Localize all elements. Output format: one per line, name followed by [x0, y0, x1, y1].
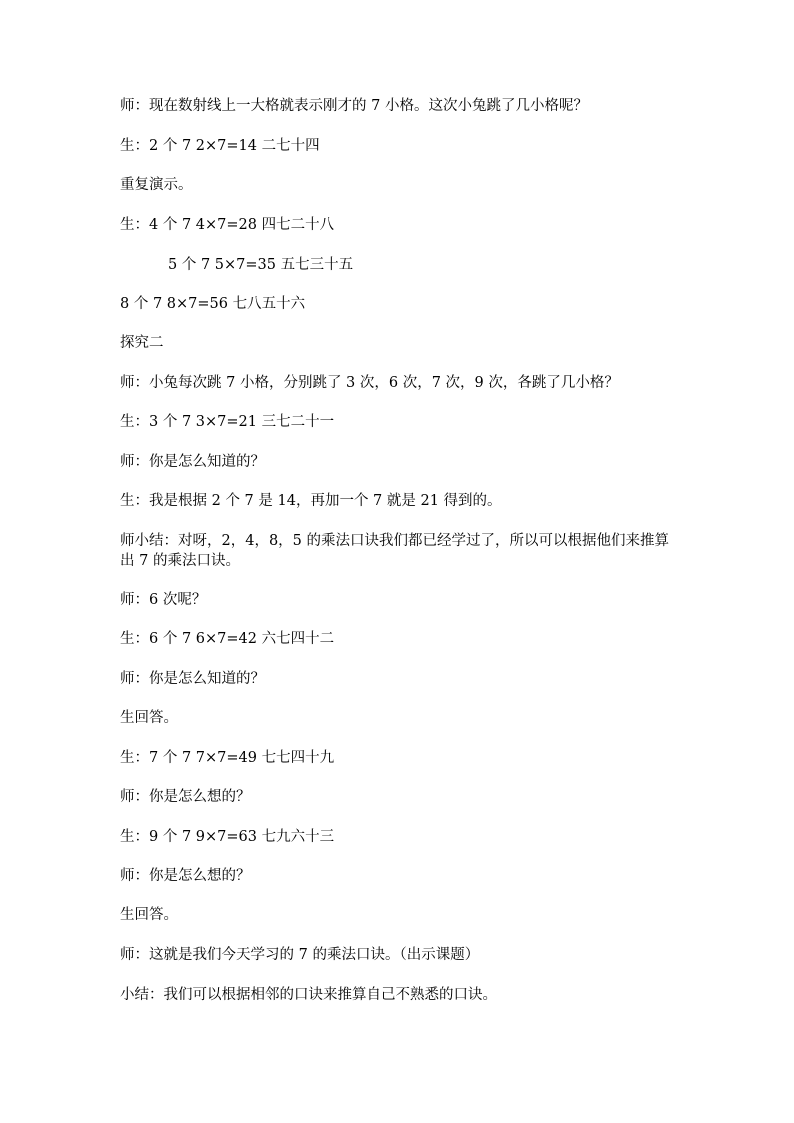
text-line-20: 师：你是怎么想的？ [120, 868, 251, 884]
text-line-6: 8 个 7 8×7=56 七八五十六 [120, 296, 306, 312]
text-line-2: 生：2 个 7 2×7=14 二七十四 [120, 138, 320, 154]
text-line-16: 生回答。 [120, 710, 178, 726]
text-line-15: 师：你是怎么知道的？ [120, 671, 265, 687]
section-heading: 探究二 [120, 335, 164, 351]
text-line-9: 生：3 个 7 3×7=21 三七二十一 [120, 414, 335, 430]
text-line-23: 小结：我们可以根据相邻的口诀来推算自己不熟悉的口诀。 [120, 987, 497, 1003]
text-line-1: 师：现在数射线上一大格就表示刚才的 7 小格。这次小兔跳了几小格呢？ [120, 98, 588, 114]
text-line-12: 师小结：对呀，2，4，8，5 的乘法口诀我们都已经学过了，所以可以根据他们来推算出 7 的乘法口诀。 [120, 533, 670, 569]
text-line-10: 师：你是怎么知道的？ [120, 454, 265, 470]
text-line-19: 生：9 个 7 9×7=63 七九六十三 [120, 829, 335, 845]
text-line-17: 生：7 个 7 7×7=49 七七四十九 [120, 750, 335, 766]
text-line-4: 生：4 个 7 4×7=28 四七二十八 [120, 217, 335, 233]
text-line-8: 师：小兔每次跳 7 小格，分别跳了 3 次，6 次，7 次，9 次，各跳了几小格？ [120, 375, 619, 391]
text-line-3: 重复演示。 [120, 177, 193, 193]
text-line-11: 生：我是根据 2 个 7 是 14，再加一个 7 就是 21 得到的。 [120, 493, 502, 509]
text-line-22: 师：这就是我们今天学习的 7 的乘法口诀。（出示课题） [120, 947, 480, 963]
text-line-5: 5 个 7 5×7=35 五七三十五 [168, 257, 354, 273]
text-line-21: 生回答。 [120, 907, 178, 923]
text-line-14: 生：6 个 7 6×7=42 六七四十二 [120, 631, 335, 647]
text-line-18: 师：你是怎么想的？ [120, 789, 251, 805]
text-line-13: 师：6 次呢？ [120, 592, 207, 608]
